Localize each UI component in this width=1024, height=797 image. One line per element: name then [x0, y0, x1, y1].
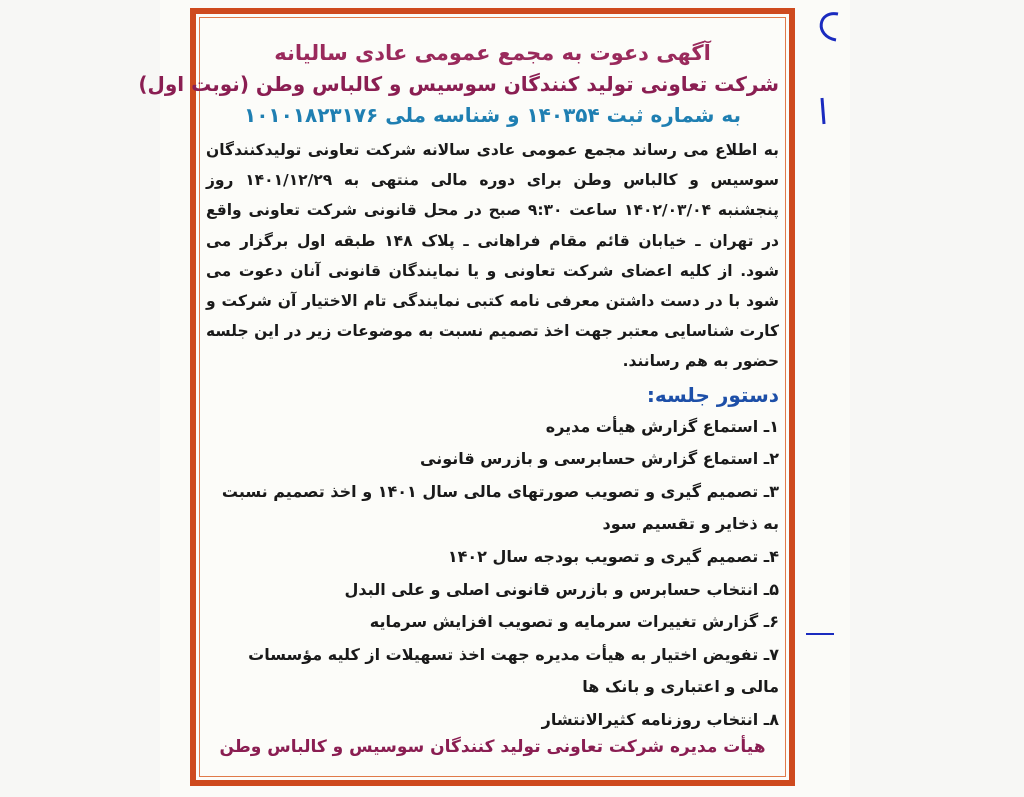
pen-mark-top-right — [808, 6, 848, 46]
notice-title: آگهی دعوت به مجمع عمومی عادی سالیانه — [274, 41, 711, 65]
agenda-item: ۱ـ استماع گزارش هیأت مدیره — [545, 416, 779, 436]
board-signature: هیأت مدیره شرکت تعاونی تولید کنندگان سوسیس و کالباس وطن — [219, 737, 766, 757]
agenda-item: ۵ـ انتخاب حسابرس و بازرس قانونی اصلی و علی البدل — [344, 579, 779, 599]
notice-content — [138, 20, 779, 774]
agenda-heading: دستور جلسه: — [646, 382, 779, 407]
notice-body: به اطلاع می رساند مجمع عمومی عادی سالانه شرکت تعاونی تولیدکنندگان سوسیس و کالباس وطن برای دوره مالی منتهی به ۱۴۰۱/۱۲/۲۹ روز پنجشنبه ۱۴۰۲/۰۳/۰۴ ساعت ۹:۳۰ صبح در محل قانونی شرکت تعاونی واقع در تهران ـ خیابان قائم مقام فراهانی ـ پلاک ۱۴۸ طبقه اول برگزار می شود. از کلیه اعضای شرکت تعاونی و یا نمایندگان قانونی آنان دعوت می شود با در دست داشتن معرفی نامه کتبی نمایندگی تام الاختیار آن شرکت و کارت شناسایی معتبر جهت اخذ تصمیم نسبت به موضوعات زیر در این جلسه حضور به هم رسانند. — [206, 141, 779, 371]
notice-frame — [138, 8, 795, 786]
agenda-list — [206, 411, 779, 737]
agenda-item: ۴ـ تصمیم گیری و تصویب بودجه سال ۱۴۰۲ — [447, 547, 779, 566]
agenda-item: ۶ـ گزارش تغییرات سرمایه و تصویب افزایش سرمایه — [369, 612, 779, 632]
company-name: شرکت تعاونی تولید کنندگان سوسیس و کالباس وطن (نوبت اول) — [138, 72, 779, 96]
pen-tick-right-1 — [818, 96, 828, 126]
pen-tick-right-2 — [806, 630, 836, 638]
agenda-item: ۸ـ انتخاب روزنامه کثیرالانتشار — [541, 709, 779, 729]
agenda-item: ۲ـ استماع گزارش حسابرسی و بازرس قانونی — [420, 449, 779, 469]
agenda-item: ۳ـ تصمیم گیری و تصویب صورتهای مالی سال ۱۴۰۱ و اخذ تصمیم نسبت به ذخایر و تقسیم سود — [221, 481, 779, 534]
agenda-item: ۷ـ تفویض اختیار به هیأت مدیره جهت اخذ تسهیلات از کلیه مؤسسات مالی و اعتباری و بانک ها — [248, 644, 779, 697]
registration-info: به شماره ثبت ۱۴۰۳۵۴ و شناسه ملی ۱۰۱۰۱۸۲۳۱۷۶ — [243, 103, 741, 127]
